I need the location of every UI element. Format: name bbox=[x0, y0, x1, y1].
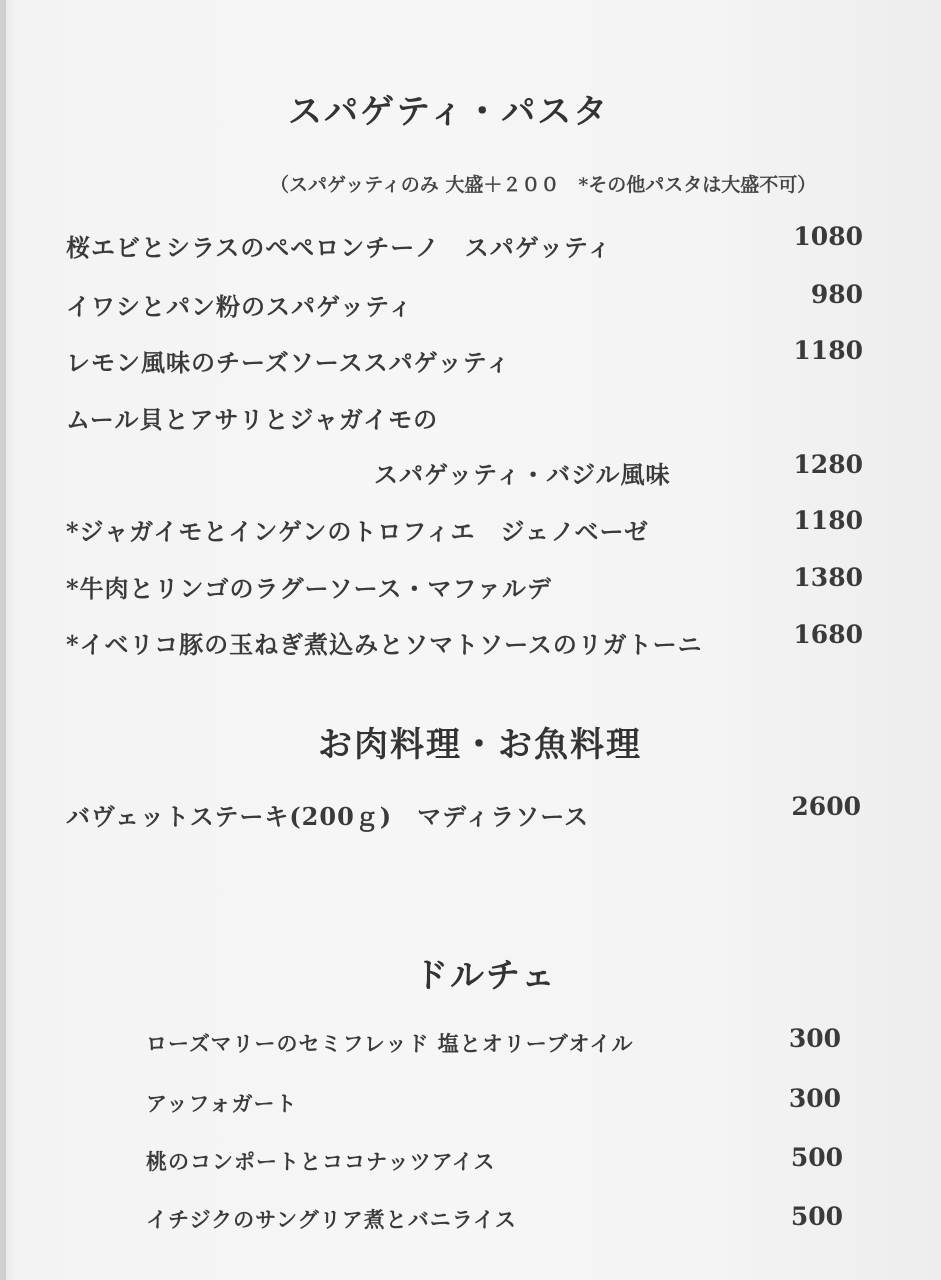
dolce-item-name: ローズマリーのセミフレッド 塩とオリーブオイル bbox=[146, 1031, 634, 1056]
dolce-item-price: 300 bbox=[788, 1024, 841, 1053]
dolce-item-name: アッフォガート bbox=[146, 1091, 298, 1116]
menu-item-name: ムール貝とアサリとジャガイモの bbox=[66, 405, 439, 434]
dolce-section-title: ドルチェ bbox=[414, 956, 557, 996]
menu-item-price: 1180 bbox=[793, 506, 863, 535]
dolce-item-price: 500 bbox=[790, 1202, 843, 1231]
menu-item-price: 1280 bbox=[793, 450, 863, 479]
dolce-item-name: イチジクのサングリア煮とバニライス bbox=[146, 1207, 517, 1232]
pasta-section-title: スパゲティ・パスタ bbox=[288, 92, 610, 132]
menu-item-price: 1180 bbox=[793, 336, 863, 365]
menu-item-name: *イベリコ豚の玉ねぎ煮込みとソマトソースのリガトーニ bbox=[66, 630, 703, 659]
menu-item-name: イワシとパン粉のスパゲッティ bbox=[66, 292, 414, 321]
menu-item-price: 1080 bbox=[793, 222, 863, 251]
menu-item-price: 1680 bbox=[793, 620, 863, 649]
dolce-item-name: 桃のコンポートとココナッツアイス bbox=[146, 1149, 496, 1174]
menu-item-name: 桜エビとシラスのペペロンチーノ スパゲッティ bbox=[66, 233, 612, 262]
menu-item-name: *牛肉とリンゴのラグーソース・マファルデ bbox=[66, 574, 552, 603]
meat-fish-section-title: お肉料理・お魚料理 bbox=[318, 725, 642, 765]
page-edge bbox=[0, 0, 6, 1280]
menu-item-name: レモン風味のチーズソーススパゲッティ bbox=[66, 348, 511, 377]
pasta-size-note: （スパゲッティのみ 大盛＋２００ *その他パスタは大盛不可） bbox=[270, 174, 817, 196]
menu-item-price: 1380 bbox=[793, 563, 863, 592]
menu-item-price: 980 bbox=[810, 280, 863, 309]
menu-item-price: 2600 bbox=[791, 792, 861, 821]
dolce-item-price: 500 bbox=[790, 1143, 843, 1172]
menu-item-name-continued: スパゲッティ・バジル風味 bbox=[374, 460, 671, 489]
dolce-item-price: 300 bbox=[788, 1084, 841, 1113]
menu-item-name: バヴェットステーキ(200ｇ) マディラソース bbox=[66, 802, 590, 831]
menu-item-name: *ジャガイモとインゲンのトロフィエ ジェノベーゼ bbox=[66, 517, 650, 546]
